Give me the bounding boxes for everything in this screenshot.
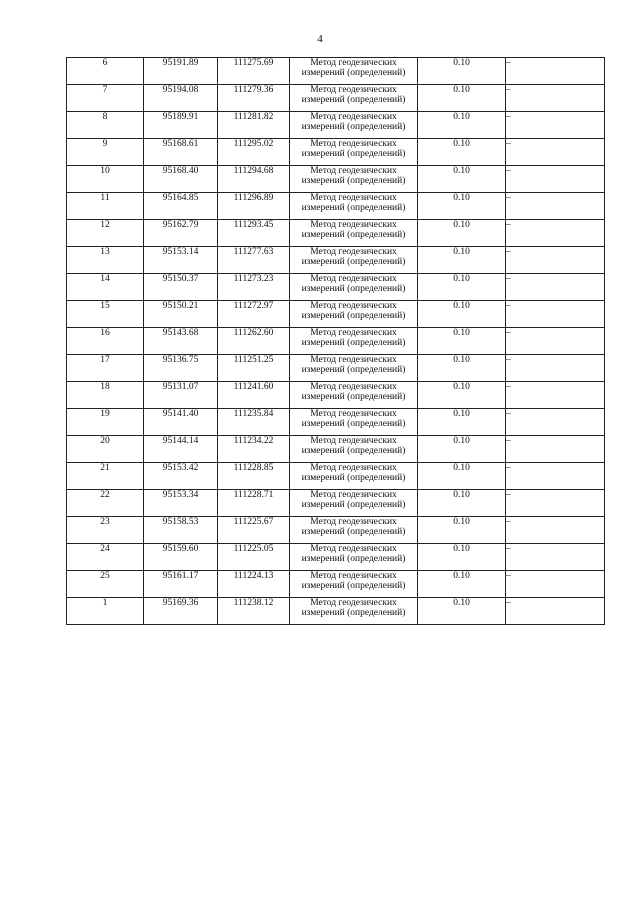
- accuracy-cell: 0.10: [418, 598, 506, 625]
- method-cell: [290, 382, 418, 409]
- y-coordinate-cell: 111272.97: [218, 301, 290, 328]
- method-line: измерений (определений): [301, 554, 406, 564]
- y-coordinate-cell: 111235.84: [218, 409, 290, 436]
- point-number-cell: 7: [67, 85, 144, 112]
- method-line: Метод геодезических: [310, 463, 397, 473]
- accuracy-cell: 0.10: [418, 274, 506, 301]
- point-number-cell: 22: [67, 490, 144, 517]
- accuracy-cell: 0.10: [418, 355, 506, 382]
- method-line: измерений (определений): [301, 338, 406, 348]
- x-coordinate-cell: 95158.53: [144, 517, 218, 544]
- method-line: измерений (определений): [301, 149, 406, 159]
- description-cell: –: [506, 220, 605, 247]
- table-row: [67, 193, 605, 220]
- x-coordinate-cell: 95168.40: [144, 166, 218, 193]
- accuracy-cell: 0.10: [418, 463, 506, 490]
- point-number-cell: 24: [67, 544, 144, 571]
- description-cell: –: [506, 247, 605, 274]
- y-coordinate-cell: 111294.68: [218, 166, 290, 193]
- x-coordinate-cell: 95191.89: [144, 58, 218, 85]
- y-coordinate-cell: 111293.45: [218, 220, 290, 247]
- method-line: измерений (определений): [301, 230, 406, 240]
- table-row: [67, 382, 605, 409]
- accuracy-cell: 0.10: [418, 301, 506, 328]
- point-number-cell: 16: [67, 328, 144, 355]
- y-coordinate-cell: 111279.36: [218, 85, 290, 112]
- point-number-cell: 20: [67, 436, 144, 463]
- y-coordinate-cell: 111241.60: [218, 382, 290, 409]
- point-number-cell: 1: [67, 598, 144, 625]
- description-cell: –: [506, 355, 605, 382]
- y-coordinate-cell: 111234.22: [218, 436, 290, 463]
- method-line: измерений (определений): [301, 95, 406, 105]
- point-number-cell: 8: [67, 112, 144, 139]
- table-row: [67, 544, 605, 571]
- method-line: Метод геодезических: [310, 166, 397, 176]
- method-line: измерений (определений): [301, 446, 406, 456]
- method-cell: [290, 598, 418, 625]
- description-cell: –: [506, 58, 605, 85]
- x-coordinate-cell: 95153.42: [144, 463, 218, 490]
- table-row: [67, 436, 605, 463]
- point-number-cell: 21: [67, 463, 144, 490]
- x-coordinate-cell: 95169.36: [144, 598, 218, 625]
- accuracy-cell: 0.10: [418, 166, 506, 193]
- method-line: Метод геодезических: [310, 598, 397, 608]
- method-line: Метод геодезических: [310, 112, 397, 122]
- method-line: Метод геодезических: [310, 328, 397, 338]
- method-line: Метод геодезических: [310, 301, 397, 311]
- x-coordinate-cell: 95161.17: [144, 571, 218, 598]
- point-number-cell: 14: [67, 274, 144, 301]
- y-coordinate-cell: 111224.13: [218, 571, 290, 598]
- method-line: измерений (определений): [301, 68, 406, 78]
- y-coordinate-cell: 111275.69: [218, 58, 290, 85]
- method-cell: [290, 328, 418, 355]
- point-number-cell: 6: [67, 58, 144, 85]
- coordinates-table-body: [67, 58, 605, 625]
- y-coordinate-cell: 111281.82: [218, 112, 290, 139]
- method-cell: [290, 58, 418, 85]
- table-row: [67, 463, 605, 490]
- method-cell: [290, 247, 418, 274]
- point-number-cell: 18: [67, 382, 144, 409]
- method-line: измерений (определений): [301, 473, 406, 483]
- method-cell: [290, 490, 418, 517]
- page-number: 4: [317, 33, 323, 45]
- accuracy-cell: 0.10: [418, 490, 506, 517]
- description-cell: –: [506, 85, 605, 112]
- accuracy-cell: 0.10: [418, 571, 506, 598]
- method-line: Метод геодезических: [310, 517, 397, 527]
- accuracy-cell: 0.10: [418, 220, 506, 247]
- method-cell: [290, 139, 418, 166]
- method-cell: [290, 166, 418, 193]
- method-line: Метод геодезических: [310, 382, 397, 392]
- description-cell: –: [506, 544, 605, 571]
- accuracy-cell: 0.10: [418, 382, 506, 409]
- method-line: Метод геодезических: [310, 409, 397, 419]
- method-line: измерений (определений): [301, 176, 406, 186]
- accuracy-cell: 0.10: [418, 193, 506, 220]
- x-coordinate-cell: 95144.14: [144, 436, 218, 463]
- table-row: [67, 85, 605, 112]
- point-number-cell: 11: [67, 193, 144, 220]
- method-line: Метод геодезических: [310, 193, 397, 203]
- description-cell: –: [506, 382, 605, 409]
- method-line: измерений (определений): [301, 203, 406, 213]
- description-cell: –: [506, 517, 605, 544]
- x-coordinate-cell: 95189.91: [144, 112, 218, 139]
- table-row: [67, 112, 605, 139]
- point-number-cell: 15: [67, 301, 144, 328]
- accuracy-cell: 0.10: [418, 409, 506, 436]
- description-cell: –: [506, 328, 605, 355]
- y-coordinate-cell: 111262.60: [218, 328, 290, 355]
- description-cell: –: [506, 571, 605, 598]
- table-row: [67, 301, 605, 328]
- method-line: измерений (определений): [301, 392, 406, 402]
- description-cell: –: [506, 274, 605, 301]
- x-coordinate-cell: 95131.07: [144, 382, 218, 409]
- method-cell: [290, 571, 418, 598]
- method-line: измерений (определений): [301, 365, 406, 375]
- accuracy-cell: 0.10: [418, 139, 506, 166]
- table-row: [67, 139, 605, 166]
- method-line: Метод геодезических: [310, 220, 397, 230]
- point-number-cell: 13: [67, 247, 144, 274]
- method-line: измерений (определений): [301, 122, 406, 132]
- y-coordinate-cell: 111273.23: [218, 274, 290, 301]
- x-coordinate-cell: 95141.40: [144, 409, 218, 436]
- point-number-cell: 25: [67, 571, 144, 598]
- method-line: измерений (определений): [301, 608, 406, 618]
- x-coordinate-cell: 95159.60: [144, 544, 218, 571]
- x-coordinate-cell: 95153.34: [144, 490, 218, 517]
- table-row: [67, 166, 605, 193]
- accuracy-cell: 0.10: [418, 85, 506, 112]
- table-row: [67, 247, 605, 274]
- accuracy-cell: 0.10: [418, 247, 506, 274]
- y-coordinate-cell: 111225.67: [218, 517, 290, 544]
- method-line: измерений (определений): [301, 419, 406, 429]
- method-line: Метод геодезических: [310, 247, 397, 257]
- method-line: Метод геодезических: [310, 58, 397, 68]
- method-line: измерений (определений): [301, 257, 406, 267]
- accuracy-cell: 0.10: [418, 112, 506, 139]
- method-line: Метод геодезических: [310, 139, 397, 149]
- y-coordinate-cell: 111295.02: [218, 139, 290, 166]
- description-cell: –: [506, 409, 605, 436]
- method-line: Метод геодезических: [310, 544, 397, 554]
- description-cell: –: [506, 193, 605, 220]
- x-coordinate-cell: 95150.21: [144, 301, 218, 328]
- table-row: [67, 328, 605, 355]
- method-cell: [290, 85, 418, 112]
- method-cell: [290, 274, 418, 301]
- y-coordinate-cell: 111296.89: [218, 193, 290, 220]
- method-cell: [290, 355, 418, 382]
- y-coordinate-cell: 111238.12: [218, 598, 290, 625]
- method-line: измерений (определений): [301, 284, 406, 294]
- table-row: [67, 517, 605, 544]
- point-number-cell: 17: [67, 355, 144, 382]
- accuracy-cell: 0.10: [418, 544, 506, 571]
- description-cell: –: [506, 301, 605, 328]
- y-coordinate-cell: 111225.05: [218, 544, 290, 571]
- method-line: Метод геодезических: [310, 571, 397, 581]
- method-cell: [290, 409, 418, 436]
- table-row: [67, 355, 605, 382]
- table-row: [67, 490, 605, 517]
- method-line: измерений (определений): [301, 581, 406, 591]
- description-cell: –: [506, 166, 605, 193]
- point-number-cell: 19: [67, 409, 144, 436]
- description-cell: –: [506, 436, 605, 463]
- table-row: [67, 571, 605, 598]
- description-cell: –: [506, 463, 605, 490]
- table-row: [67, 58, 605, 85]
- accuracy-cell: 0.10: [418, 517, 506, 544]
- method-cell: [290, 112, 418, 139]
- x-coordinate-cell: 95162.79: [144, 220, 218, 247]
- x-coordinate-cell: 95164.85: [144, 193, 218, 220]
- method-cell: [290, 463, 418, 490]
- accuracy-cell: 0.10: [418, 58, 506, 85]
- x-coordinate-cell: 95143.68: [144, 328, 218, 355]
- accuracy-cell: 0.10: [418, 328, 506, 355]
- method-line: Метод геодезических: [310, 355, 397, 365]
- accuracy-cell: 0.10: [418, 436, 506, 463]
- y-coordinate-cell: 111228.85: [218, 463, 290, 490]
- table-row: [67, 220, 605, 247]
- x-coordinate-cell: 95168.61: [144, 139, 218, 166]
- method-line: измерений (определений): [301, 311, 406, 321]
- method-line: Метод геодезических: [310, 85, 397, 95]
- method-cell: [290, 220, 418, 247]
- method-line: Метод геодезических: [310, 490, 397, 500]
- point-number-cell: 9: [67, 139, 144, 166]
- y-coordinate-cell: 111251.25: [218, 355, 290, 382]
- table-row: [67, 409, 605, 436]
- coordinates-table: [66, 57, 605, 625]
- description-cell: –: [506, 598, 605, 625]
- method-cell: [290, 301, 418, 328]
- y-coordinate-cell: 111277.63: [218, 247, 290, 274]
- point-number-cell: 12: [67, 220, 144, 247]
- method-cell: [290, 436, 418, 463]
- x-coordinate-cell: 95153.14: [144, 247, 218, 274]
- method-line: Метод геодезических: [310, 436, 397, 446]
- table-row: [67, 274, 605, 301]
- description-cell: –: [506, 490, 605, 517]
- method-line: измерений (определений): [301, 500, 406, 510]
- x-coordinate-cell: 95194.08: [144, 85, 218, 112]
- method-cell: [290, 193, 418, 220]
- y-coordinate-cell: 111228.71: [218, 490, 290, 517]
- method-line: Метод геодезических: [310, 274, 397, 284]
- table-row: [67, 598, 605, 625]
- method-cell: [290, 517, 418, 544]
- x-coordinate-cell: 95136.75: [144, 355, 218, 382]
- point-number-cell: 10: [67, 166, 144, 193]
- description-cell: –: [506, 112, 605, 139]
- point-number-cell: 23: [67, 517, 144, 544]
- x-coordinate-cell: 95150.37: [144, 274, 218, 301]
- method-cell: [290, 544, 418, 571]
- method-line: измерений (определений): [301, 527, 406, 537]
- description-cell: –: [506, 139, 605, 166]
